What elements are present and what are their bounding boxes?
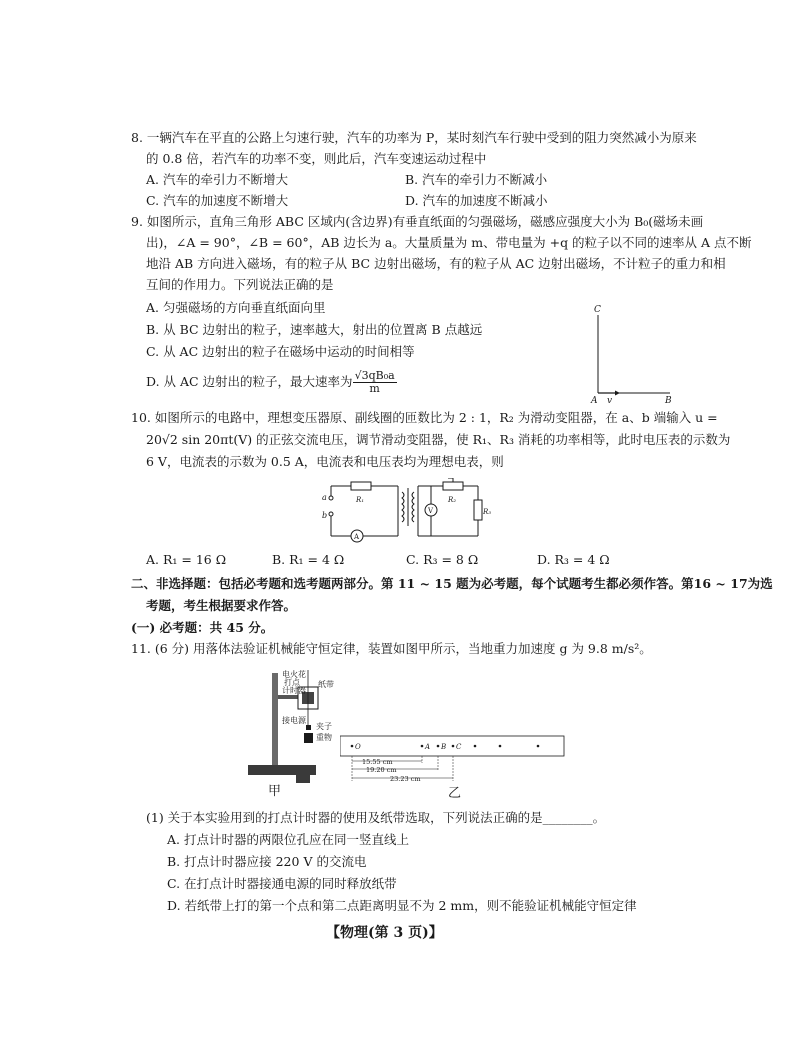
q8-option-a: A. 汽车的牵引力不断增大 <box>146 172 288 187</box>
label-a: a <box>322 493 327 502</box>
q9-stem-line4: 互间的作用力。下列说法正确的是 <box>146 277 334 292</box>
dim-label-ob: 19.20 cm <box>366 766 397 774</box>
rheostat-slider <box>448 478 453 482</box>
q9-fraction-numerator: √3qB₀a <box>354 369 395 382</box>
dim-label-oc: 23.23 cm <box>390 775 421 783</box>
primary-coil <box>402 492 404 522</box>
label-c: C <box>594 305 601 315</box>
section2-subheading: (一) 必考题：共 45 分。 <box>131 620 274 635</box>
q9-triangle-figure <box>585 300 675 405</box>
q9-stem-line2: 出)，∠A = 90°，∠B = 60°，AB 边长为 a。大量质量为 m、带电量为 +q 的粒子以不同的速率从 A 点不断 <box>146 235 752 250</box>
page-footer: 【物理(第 3 页)】 <box>326 925 443 941</box>
q10-stem-line1: 10. 如图所示的电路中，理想变压器原、副线圈的匝数比为 2 : 1，R₂ 为滑动变阻器，在 a、b 端输入 u = <box>131 410 718 425</box>
label-b: B <box>441 743 447 751</box>
resistor-r3 <box>474 500 482 520</box>
dim-label-oa: 15.55 cm <box>362 758 393 766</box>
q9-stem-line3: 地沿 AB 方向进入磁场，有的粒子从 BC 边射出磁场，有的粒子从 AC 边射出磁场，不计粒子的重力和相 <box>146 256 726 271</box>
secondary-coil <box>412 492 414 522</box>
q9-option-b: B. 从 BC 边射出的粒子，速率越大，射出的位置离 B 点越远 <box>146 322 483 337</box>
q8-option-c: C. 汽车的加速度不断增大 <box>146 193 289 208</box>
label-timer-3: 计时器 <box>282 686 306 695</box>
q10-stem-line2: 20√2 sin 20πt(V) 的正弦交流电压，调节滑动变阻器，使 R₁、R₃ 消耗的功率相等，此时电压表的示数为 <box>146 432 731 447</box>
q11-option-a: A. 打点计时器的两限位孔应在同一竖直线上 <box>167 832 409 847</box>
clamp-arm <box>278 695 300 699</box>
q10-stem-line3: 6 V，电流表的示数为 0.5 A，电流表和电压表均为理想电表，则 <box>146 454 504 469</box>
ammeter-label: A <box>354 533 360 541</box>
label-a: A <box>591 396 598 405</box>
label-tape: 纸带 <box>318 680 334 689</box>
label-power: 接电源 <box>282 716 306 725</box>
terminal-b <box>329 512 333 516</box>
point-o <box>351 745 354 748</box>
rheostat-r2 <box>443 482 463 490</box>
q9-option-d-prefix: D. 从 AC 边射出的粒子，最大速率为 <box>146 374 353 389</box>
q8-option-b: B. 汽车的牵引力不断减小 <box>405 172 548 187</box>
stand-pole <box>272 673 278 773</box>
q8-option-d: D. 汽车的加速度不断减小 <box>405 193 548 208</box>
point-d <box>474 745 477 748</box>
velocity-arrowhead <box>615 391 620 396</box>
q11-stem: 11. (6 分) 用落体法验证机械能守恒定律，装置如图甲所示，当地重力加速度 g 为 9.8 m/s²。 <box>131 641 652 656</box>
q9-option-c: C. 从 AC 边射出的粒子在磁场中运动的时间相等 <box>146 344 415 359</box>
voltmeter-label: V <box>428 507 434 515</box>
label-r1: R₁ <box>356 496 365 504</box>
point-a <box>421 745 424 748</box>
label-weight: 重物 <box>316 733 332 742</box>
label-b: b <box>322 511 328 520</box>
q9-option-d-fraction <box>353 370 397 395</box>
weight <box>304 733 313 743</box>
q9-option-a: A. 匀强磁场的方向垂直纸面向里 <box>146 300 326 315</box>
label-a: A <box>425 743 431 751</box>
q11-option-b: B. 打点计时器应接 220 V 的交流电 <box>167 854 367 869</box>
q8-stem-line1: 8. 一辆汽车在平直的公路上匀速行驶，汽车的功率为 P，某时刻汽车行驶中受到的阻力突然减小为原来 <box>131 130 697 145</box>
label-r3: R₃ <box>483 508 492 516</box>
q10-option-c: C. R₃ = 8 Ω <box>406 552 479 567</box>
label-b: B <box>665 396 672 405</box>
table-leg <box>296 769 310 783</box>
label-timer-1: 电火花 <box>282 670 306 679</box>
point-f <box>537 745 540 748</box>
q9-stem-line1: 9. 如图所示，直角三角形 ABC 区域内(含边界)有垂直纸面的匀强磁场，磁感应强度大小为 B₀(磁场未画 <box>131 214 704 229</box>
section2-heading-line1: 二、非选择题：包括必考题和选考题两部分。第 11 ~ 15 题为必考题，每个试题考生都必须作答。第16 ~ 17为选 <box>131 576 773 591</box>
point-c <box>452 745 455 748</box>
q10-circuit-figure <box>318 478 493 546</box>
q11-tape-figure <box>340 733 565 783</box>
q11-apparatus-figure <box>240 665 350 800</box>
q11-option-d: D. 若纸带上打的第一个点和第二点距离明显不为 2 mm，则不能验证机械能守恒定律 <box>167 898 637 913</box>
label-clip: 夹子 <box>316 722 332 731</box>
q10-option-d: D. R₃ = 4 Ω <box>537 552 610 567</box>
label-r2: R₂ <box>448 496 457 504</box>
q11-sub1: (1) 关于本实验用到的打点计时器的使用及纸带选取，下列说法正确的是________。 <box>146 810 606 825</box>
q8-stem-line2: 的 0.8 倍，若汽车的功率不变，则此后，汽车变速运动过程中 <box>146 151 487 166</box>
caption-jia: 甲 <box>268 784 282 799</box>
terminal-a <box>329 496 333 500</box>
label-v: v <box>607 396 613 405</box>
q9-option-d <box>146 370 397 395</box>
label-timer-2: 打点 <box>284 678 300 687</box>
q9-fraction-denominator: m <box>369 382 380 395</box>
q10-option-a: A. R₁ = 16 Ω <box>146 552 227 567</box>
clip <box>306 725 311 730</box>
label-c: C <box>456 743 462 751</box>
caption-yi: 乙 <box>448 786 462 801</box>
section2-heading-line2: 考题，考生根据要求作答。 <box>146 598 297 613</box>
label-o: O <box>355 743 361 751</box>
q10-option-b: B. R₁ = 4 Ω <box>272 552 345 567</box>
resistor-r1 <box>351 482 371 490</box>
point-e <box>499 745 502 748</box>
point-b <box>437 745 440 748</box>
q11-option-c: C. 在打点计时器接通电源的同时释放纸带 <box>167 876 397 891</box>
